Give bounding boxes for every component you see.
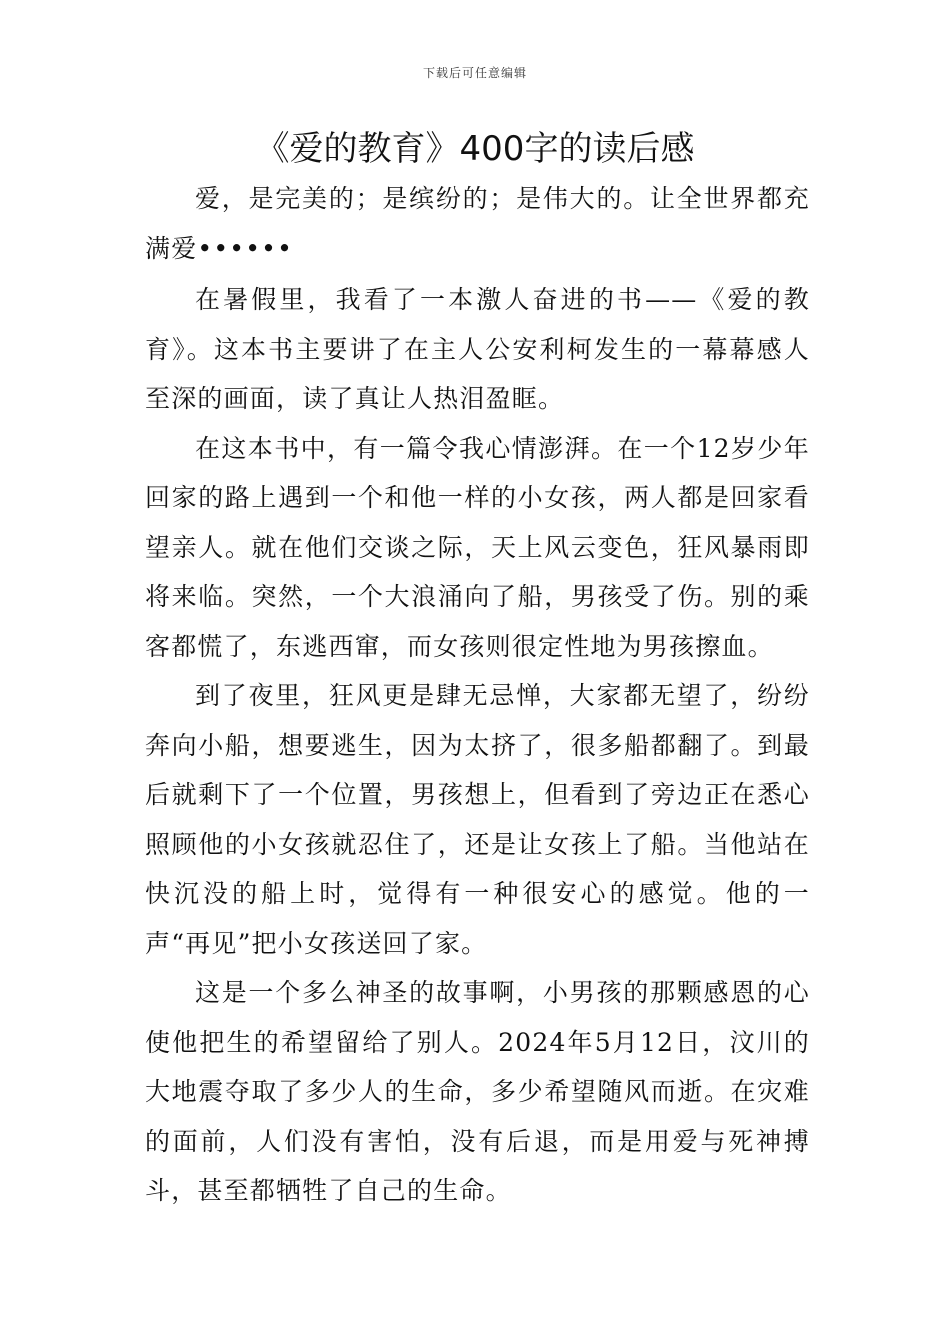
paragraph-2: 在暑假里，我看了一本激人奋进的书——《爱的教育》。这本书主要讲了在主人公安利柯发生的一幕幕感人至深的画面，读了真让人热泪盈眶。 xyxy=(145,285,810,413)
paragraph-3: 在这本书中，有一篇令我心情澎湃。在一个12岁少年回家的路上遇到一个和他一样的小女孩，两人都是回家看望亲人。就在他们交谈之际，天上风云变色，狂风暴雨即将来临。突然，一个大浪涌向了船，男孩受了伤。别的乘客都慌了，东逃西窜，而女孩则很定性地为男孩擦血。 xyxy=(145,433,810,661)
paragraph-1: 爱，是完美的；是缤纷的；是伟大的。让全世界都充满爱•••••• xyxy=(145,184,810,263)
document-body xyxy=(145,174,810,1216)
paragraph-4: 到了夜里，狂风更是肆无忌惮，大家都无望了，纷纷奔向小船，想要逃生，因为太挤了，很多船都翻了。到最后就剩下了一个位置，男孩想上，但看到了旁边正在悉心照顾他的小女孩就忍住了，还是让女孩上了船。当他站在快沉没的船上时，觉得有一种很安心的感觉。他的一声“再见”把小女孩送回了家。 xyxy=(145,681,810,958)
header-note: 下载后可任意编辑 xyxy=(422,66,527,80)
paragraph-5: 这是一个多么神圣的故事啊，小男孩的那颗感恩的心使他把生的希望留给了别人。2024年5月12日，汶川的大地震夺取了多少人的生命，多少希望随风而逝。在灾难的面前，人们没有害怕，没有后退，而是用爱与死神搏斗，甚至都牺牲了自己的生命。 xyxy=(145,978,810,1205)
document-title: 《爱的教育》400字的读后感 xyxy=(255,129,695,169)
